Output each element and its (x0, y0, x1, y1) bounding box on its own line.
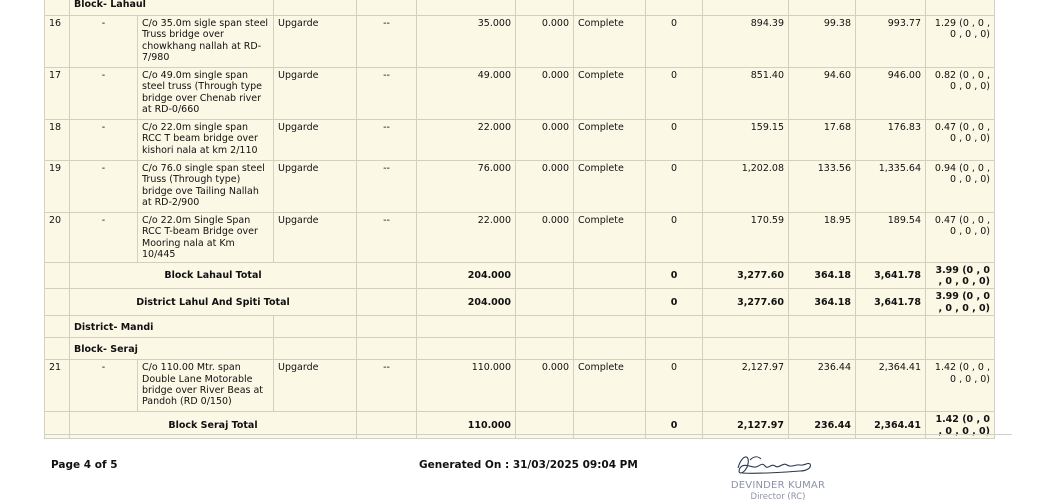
physical-indicator: (0 , 0 , 0 , 0 , 0) (950, 163, 991, 186)
page-indicator: Page 4 of 5 (51, 459, 118, 471)
block-lahaul-header: Block- Lahaul (70, 0, 274, 16)
amount-cell: 176.83 (856, 120, 926, 161)
serial-number: 18 (45, 120, 70, 161)
physical-indicator: (0 , 0 , 0 , 0 , 0) (938, 264, 991, 288)
amount-value: 0.47 (934, 215, 957, 226)
amount-value: 1.29 (934, 18, 957, 29)
amount-cell: 17.68 (789, 120, 856, 161)
footer-divider (44, 434, 1012, 435)
amount-cell: 894.39 (703, 16, 789, 68)
total-amount: 2,127.97 (703, 412, 789, 439)
length-cell: 35.000 (417, 16, 516, 68)
zero-cell: 0 (646, 68, 703, 120)
total-amount: 3,641.78 (856, 289, 926, 316)
value-cell: 0.000 (516, 161, 574, 213)
dash-cell: - (70, 16, 138, 68)
amount-cell: 18.95 (789, 213, 856, 263)
district-total-row (45, 289, 995, 316)
work-description: C/o 110.00 Mtr. span Double Lane Motorable bridge over River Beas at Pandoh (RD 0/150) (138, 360, 274, 412)
value-cell: 0.000 (516, 213, 574, 263)
zero-cell: 0 (646, 161, 703, 213)
physical-indicator: (0 , 0 , 0 , 0 , 0) (950, 122, 991, 145)
amount-value: 1.42 (934, 362, 957, 374)
physical-indicator: (0 , 0 , 0 , 0 , 0) (938, 291, 991, 314)
serial-number: 20 (45, 213, 70, 263)
value-cell: 0.000 (516, 16, 574, 68)
table-row (45, 16, 995, 68)
physical-indicator: (0 , 0 , 0 , 0 , 0) (950, 18, 991, 41)
block-total-row (45, 262, 995, 289)
total-label: Block Lahaul Total (70, 262, 357, 289)
amount-cell: 189.54 (856, 213, 926, 263)
table-row (45, 213, 995, 263)
amount-cell: 946.00 (856, 68, 926, 120)
signature-scribble (728, 450, 828, 482)
work-type: Upgarde (274, 360, 357, 412)
status-cell: Complete (574, 120, 646, 161)
work-type: Upgarde (274, 16, 357, 68)
total-amount: 3,277.60 (703, 262, 789, 289)
table-row (45, 68, 995, 120)
status-cell: Complete (574, 16, 646, 68)
dash-cell: -- (357, 213, 417, 263)
dash-cell: - (70, 120, 138, 161)
work-type: Upgarde (274, 161, 357, 213)
length-cell: 22.000 (417, 213, 516, 263)
total-length: 204.000 (417, 262, 516, 289)
total-zero: 0 (646, 289, 703, 316)
physical-indicator: (0 , 0 , 0 , 0 , 0) (950, 215, 991, 238)
physical-indicator: (0 , 0 , 0 , 0 , 0) (950, 70, 991, 93)
work-type: Upgarde (274, 68, 357, 120)
total-amount: 3,277.60 (703, 289, 789, 316)
amount-cell: 170.59 (703, 213, 789, 263)
amount-cell: 851.40 (703, 68, 789, 120)
dash-cell: -- (357, 16, 417, 68)
block-seraj-header: Block- Seraj (70, 338, 274, 360)
work-description: C/o 76.0 single span steel Truss (Through type) bridge ove Tailing Nallah at RD-2/900 (138, 161, 274, 213)
report-table (44, 0, 995, 439)
zero-cell: 0 (646, 360, 703, 412)
status-cell: Complete (574, 68, 646, 120)
amount-cell: 993.77 (856, 16, 926, 68)
signature-name: DEVINDER KUMAR (730, 480, 826, 491)
signature-block (728, 450, 828, 502)
total-amount: 364.18 (789, 262, 856, 289)
serial-number: 21 (45, 360, 70, 412)
dash-cell: -- (357, 68, 417, 120)
work-description: C/o 22.0m Single Span RCC T-beam Bridge over Mooring nala at Km 10/445 (138, 213, 274, 263)
zero-cell: 0 (646, 16, 703, 68)
total-label: District Lahul And Spiti Total (70, 289, 357, 316)
amount-value: 0.82 (934, 70, 957, 81)
work-description: C/o 49.0m single span steel truss (Through type bridge over Chenab river at RD-0/660 (138, 68, 274, 120)
amount-cell: 2,364.41 (856, 360, 926, 412)
physical-indicator: (0 , 0 , 0 , 0 , 0) (938, 414, 991, 437)
block-header-row (45, 0, 995, 16)
total-amount-value: 3.99 (935, 264, 959, 276)
physical-indicator: (0 , 0 , 0 , 0 , 0) (950, 362, 991, 385)
district-header-row (45, 316, 995, 338)
length-cell: 110.000 (417, 360, 516, 412)
value-cell: 0.000 (516, 120, 574, 161)
zero-cell: 0 (646, 213, 703, 263)
amount-cell: 236.44 (789, 360, 856, 412)
signature-title: Director (RC) (750, 492, 806, 502)
value-cell: 0.000 (516, 360, 574, 412)
status-cell: Complete (574, 161, 646, 213)
amount-cell: 99.38 (789, 16, 856, 68)
total-amount: 2,364.41 (856, 412, 926, 439)
amount-value: 0.47 (934, 122, 957, 133)
serial-number: 19 (45, 161, 70, 213)
dash-cell: - (70, 161, 138, 213)
work-description: C/o 22.0m single span RCC T beam bridge over kishori nala at km 2/110 (138, 120, 274, 161)
amount-cell: 1,202.08 (703, 161, 789, 213)
amount-cell: 133.56 (789, 161, 856, 213)
block-header-row (45, 338, 995, 360)
amount-value: 0.94 (934, 163, 957, 174)
status-cell: Complete (574, 360, 646, 412)
amount-cell: 94.60 (789, 68, 856, 120)
work-type: Upgarde (274, 120, 357, 161)
amount-cell: 159.15 (703, 120, 789, 161)
work-description: C/o 35.0m sigle span steel Truss bridge over chowkhang nallah at RD-7/980 (138, 16, 274, 68)
total-amount-value: 1.42 (935, 414, 959, 426)
total-amount: 3,641.78 (856, 262, 926, 289)
dash-cell: -- (357, 120, 417, 161)
length-cell: 76.000 (417, 161, 516, 213)
table-row (45, 360, 995, 412)
dash-cell: - (70, 68, 138, 120)
serial-number: 17 (45, 68, 70, 120)
amount-cell: 1,335.64 (856, 161, 926, 213)
dash-cell: - (70, 213, 138, 263)
total-length: 110.000 (417, 412, 516, 439)
total-amount: 236.44 (789, 412, 856, 439)
total-length: 204.000 (417, 289, 516, 316)
total-amount-value: 3.99 (935, 291, 959, 303)
serial-number: 16 (45, 16, 70, 68)
table-row (45, 161, 995, 213)
total-zero: 0 (646, 262, 703, 289)
dash-cell: -- (357, 360, 417, 412)
zero-cell: 0 (646, 120, 703, 161)
length-cell: 22.000 (417, 120, 516, 161)
dash-cell: - (70, 360, 138, 412)
status-cell: Complete (574, 213, 646, 263)
generated-timestamp: Generated On : 31/03/2025 09:04 PM (419, 459, 638, 471)
dash-cell: -- (357, 161, 417, 213)
length-cell: 49.000 (417, 68, 516, 120)
district-mandi-header: District- Mandi (70, 316, 274, 338)
amount-cell: 2,127.97 (703, 360, 789, 412)
work-type: Upgarde (274, 213, 357, 263)
table-row (45, 120, 995, 161)
total-zero: 0 (646, 412, 703, 439)
total-amount: 364.18 (789, 289, 856, 316)
value-cell: 0.000 (516, 68, 574, 120)
total-label: Block Seraj Total (70, 412, 357, 439)
